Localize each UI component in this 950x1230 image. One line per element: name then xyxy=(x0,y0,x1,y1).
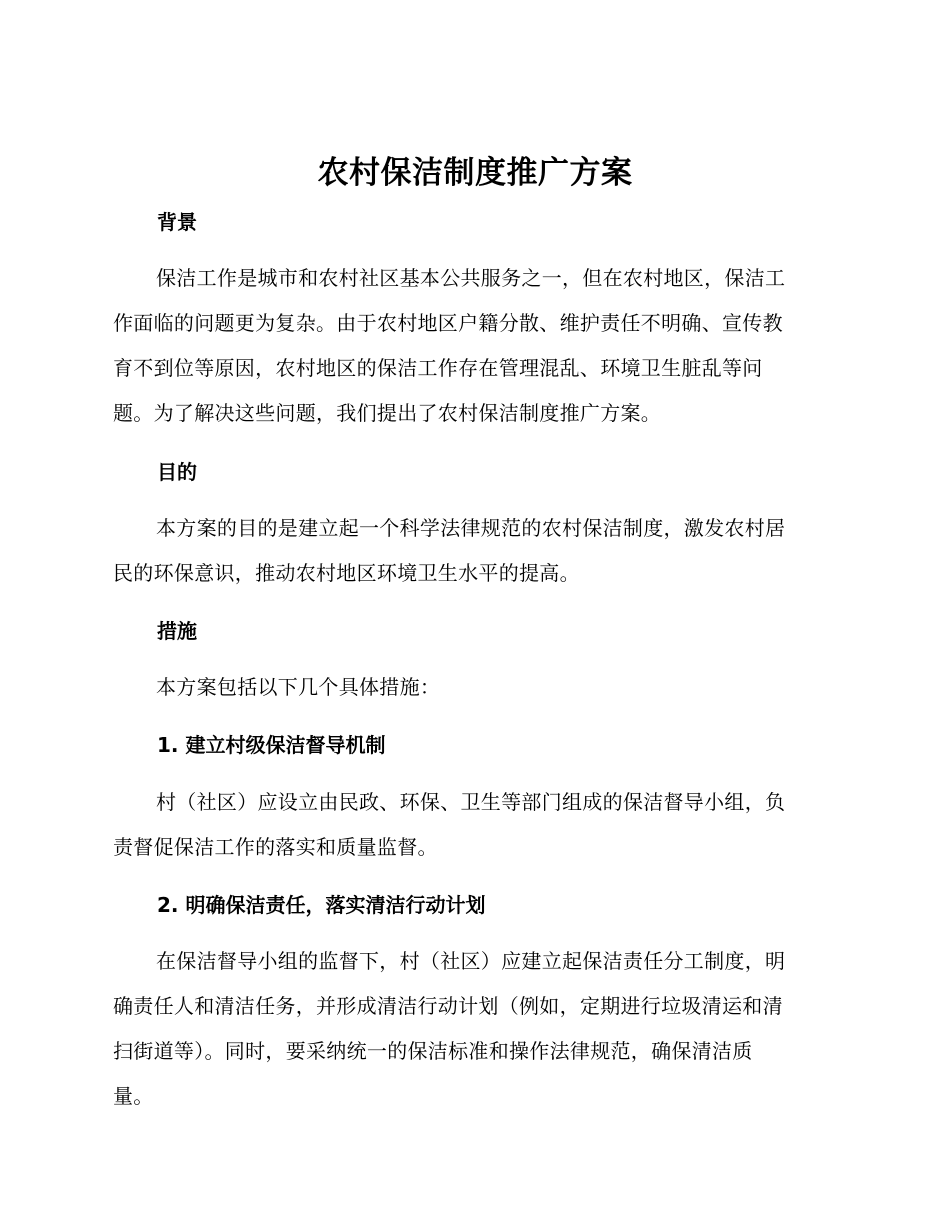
section-heading-background: 背景 xyxy=(157,210,197,234)
paragraph-line: 村（社区）应设立由民政、环保、卫生等部门组成的保洁督导小组，负 xyxy=(156,790,786,814)
section-heading-purpose: 目的 xyxy=(157,460,197,484)
measures-intro-paragraph xyxy=(113,665,833,710)
paragraph-line: 量。 xyxy=(113,1084,154,1108)
paragraph-line: 保洁工作是城市和农村社区基本公共服务之一，但在农村地区，保洁工 xyxy=(156,266,786,290)
section-heading-measures: 措施 xyxy=(157,619,197,643)
background-paragraph xyxy=(113,256,833,436)
paragraph-line: 确责任人和清洁任务，并形成清洁行动计划（例如，定期进行垃圾清运和清 xyxy=(113,994,783,1018)
measure-1-paragraph xyxy=(113,780,833,870)
paragraph-line: 民的环保意识，推动农村地区环境卫生水平的提高。 xyxy=(113,561,580,585)
paragraph-line: 本方案的目的是建立起一个科学法律规范的农村保洁制度，激发农村居 xyxy=(156,516,786,540)
paragraph-line: 本方案包括以下几个具体措施： xyxy=(156,675,441,699)
paragraph-line: 在保洁督导小组的监督下，村（社区）应建立起保洁责任分工制度，明 xyxy=(156,949,786,973)
paragraph-line: 作面临的问题更为复杂。由于农村地区户籍分散、维护责任不明确、宣传教 xyxy=(113,311,783,335)
measure-2-paragraph xyxy=(113,939,833,1119)
paragraph-line: 育不到位等原因，农村地区的保洁工作存在管理混乱、环境卫生脏乱等问 xyxy=(113,356,763,380)
paragraph-line: 扫街道等）。同时，要采纳统一的保洁标准和操作法律规范，确保清洁质 xyxy=(113,1039,753,1063)
measure-2-heading: 2. 明确保洁责任，落实清洁行动计划 xyxy=(157,893,486,917)
measure-1-heading: 1. 建立村级保洁督导机制 xyxy=(157,733,386,757)
paragraph-line: 责督促保洁工作的落实和质量监督。 xyxy=(113,835,438,859)
paragraph-line: 题。为了解决这些问题，我们提出了农村保洁制度推广方案。 xyxy=(113,401,662,425)
purpose-paragraph xyxy=(113,506,833,596)
document-title: 农村保洁制度推广方案 xyxy=(317,155,633,191)
